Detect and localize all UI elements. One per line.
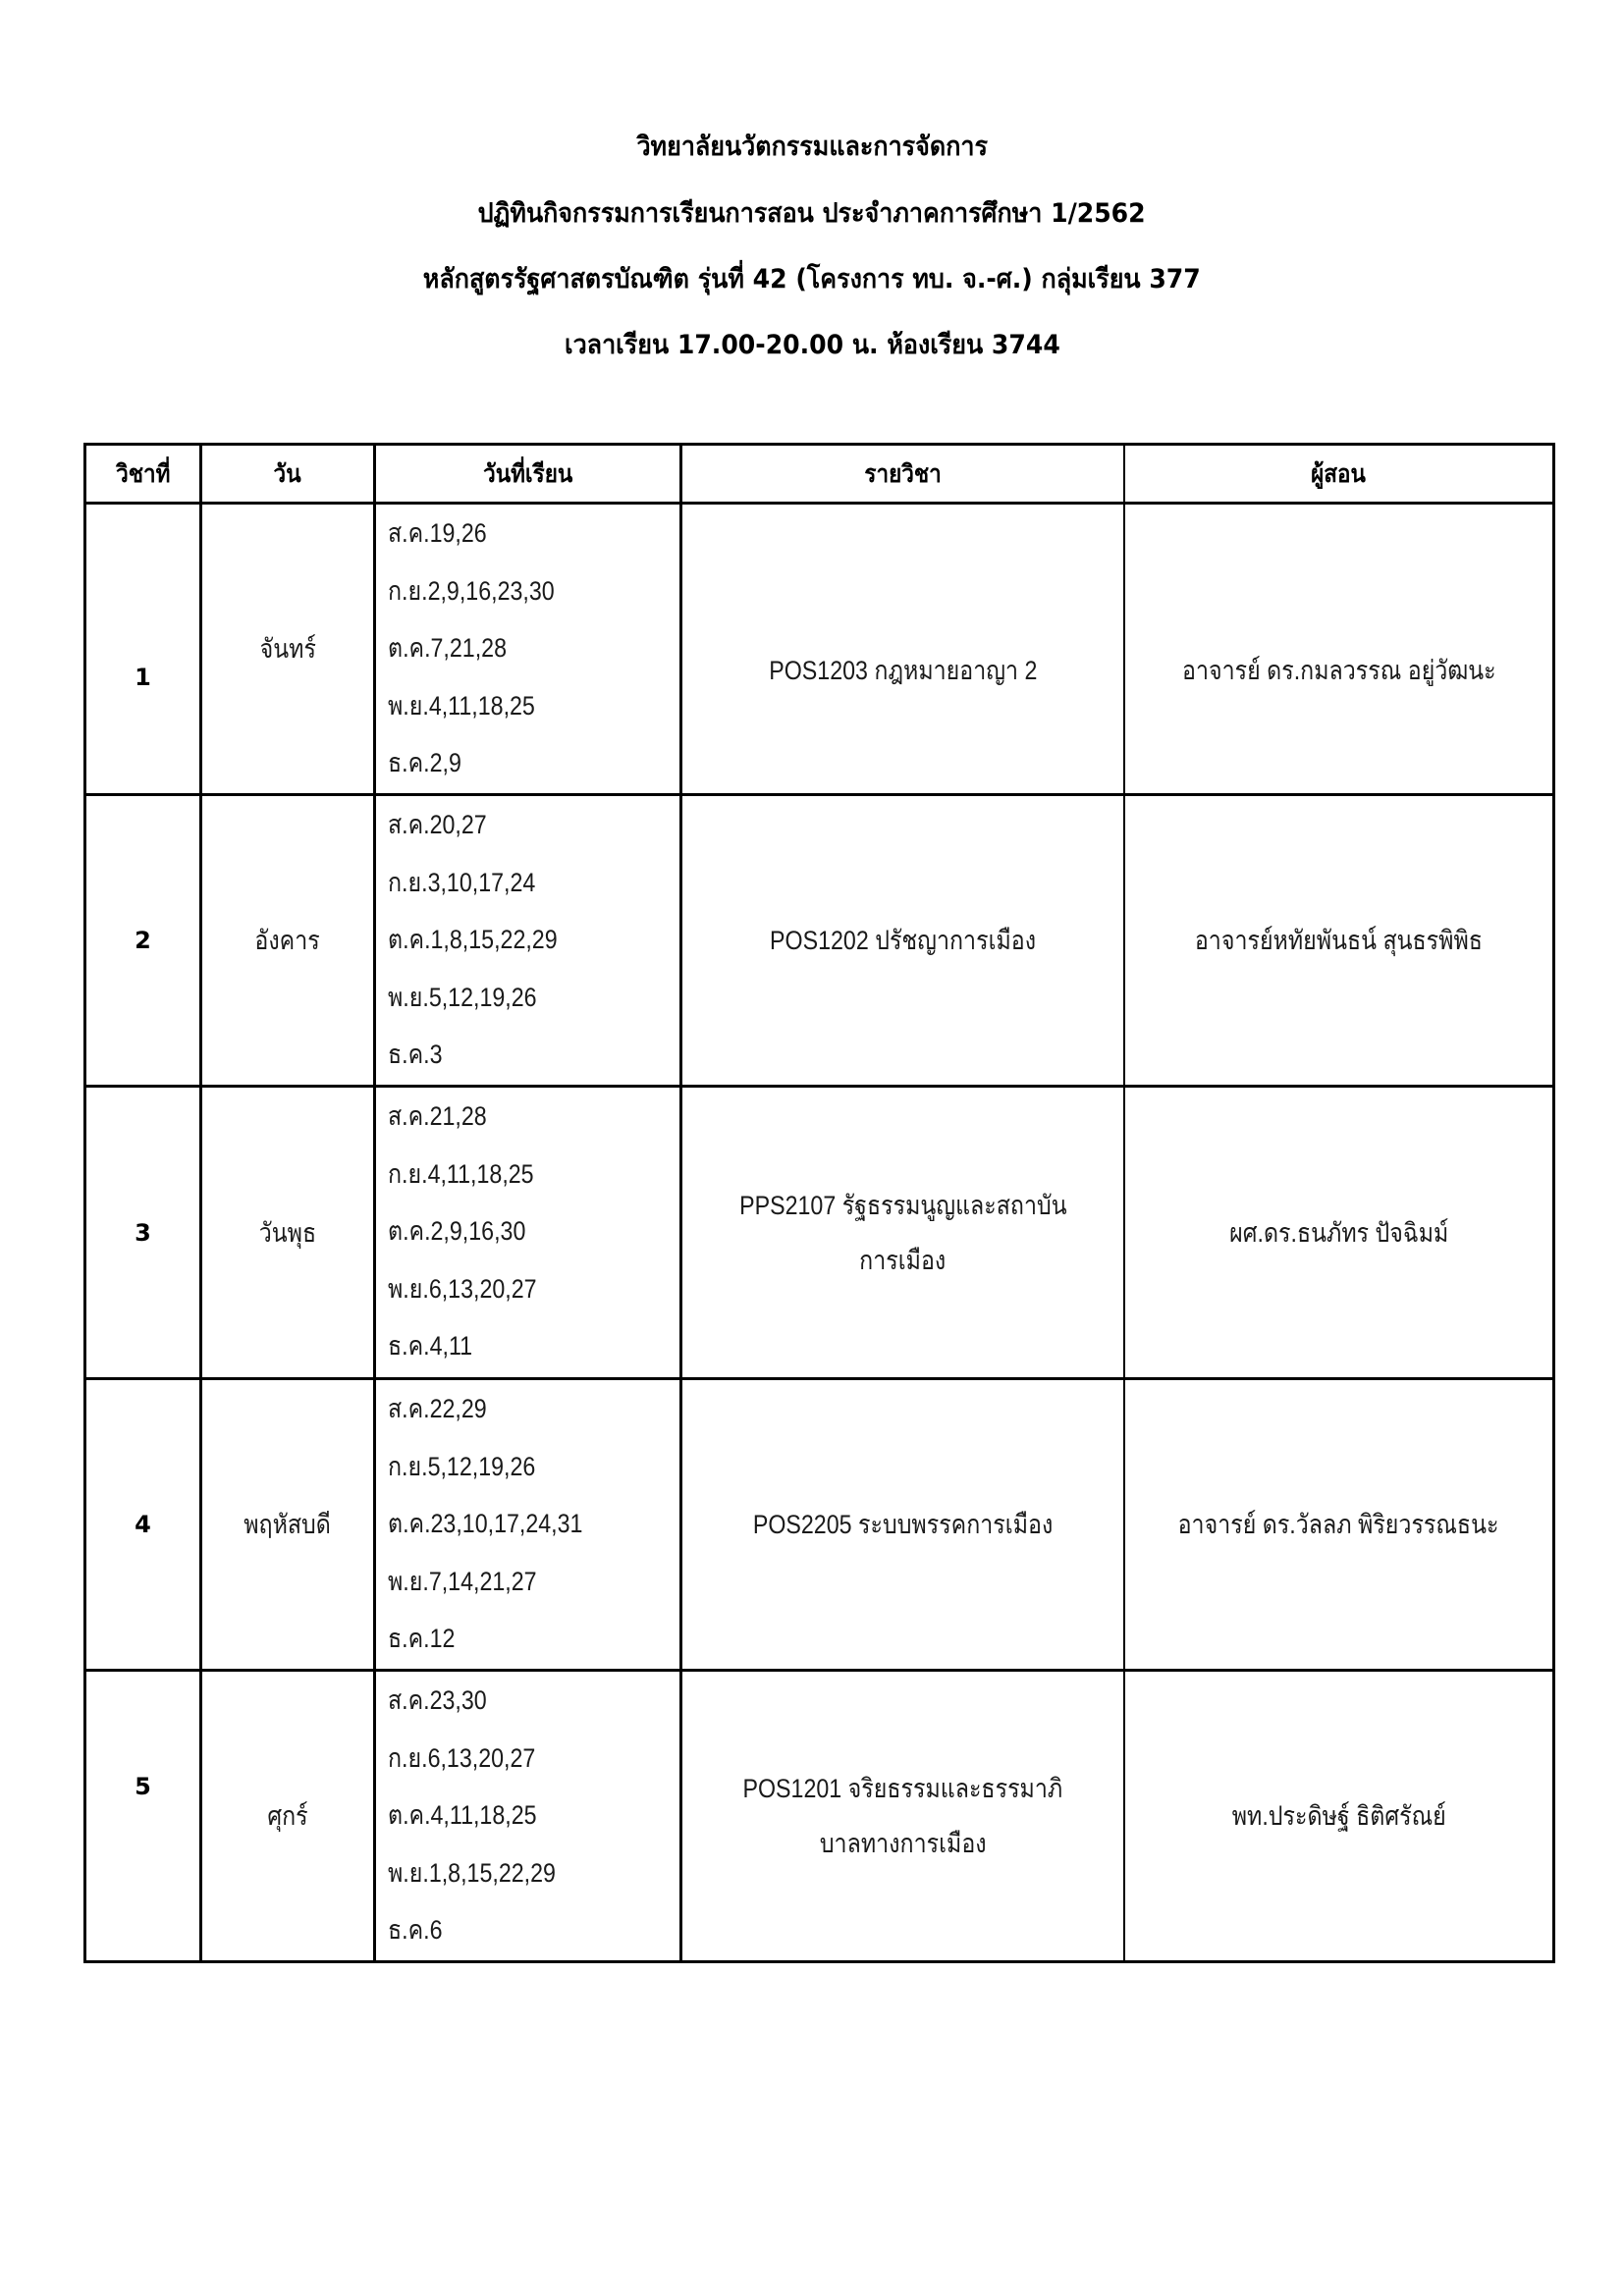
column-header-label: วันที่เรียน (482, 458, 573, 488)
date-text: ธ.ค.2,9 (388, 748, 461, 777)
subject-number (86, 796, 199, 1085)
day-name-text: ศุกร์ (267, 1801, 308, 1831)
date-text: ส.ค.20,27 (388, 810, 487, 839)
subject-number-text: 2 (135, 927, 151, 954)
date-text: ส.ค.22,29 (388, 1394, 487, 1423)
course-name-text: POS1203 กฎหมายอาญา 2 (768, 656, 1038, 685)
date-text: ส.ค.21,28 (388, 1101, 487, 1131)
subject-number (86, 1380, 199, 1669)
institution-title-text: วิทยาลัยนวัตกรรมและการจัดการ (636, 132, 988, 162)
date-line (388, 1202, 561, 1260)
date-text: ก.ย.2,9,16,23,30 (388, 575, 555, 606)
date-line (388, 1260, 561, 1318)
instructor-name (1125, 526, 1552, 815)
column-header-label: ผู้สอน (1311, 458, 1367, 488)
subject-number-text: 4 (135, 1511, 151, 1538)
day-name-text: จันทร์ (259, 634, 316, 664)
day-name (202, 796, 373, 1085)
date-text: ส.ค.23,30 (388, 1685, 487, 1715)
date-text: ต.ค.7,21,28 (388, 633, 507, 663)
date-text: พ.ย.4,11,18,25 (388, 690, 535, 721)
instructor-name (1125, 1088, 1552, 1377)
date-line (388, 1380, 615, 1438)
date-line (388, 1553, 615, 1611)
date-line (388, 1495, 615, 1553)
table-border-bottom (83, 1960, 1555, 1963)
date-line (388, 619, 581, 677)
date-text: ธ.ค.12 (388, 1624, 456, 1653)
instructor-name-text: อาจารย์หทัยพันธน์ สุนธรพิพิธ (1194, 926, 1484, 955)
date-line (388, 1610, 615, 1668)
day-name (202, 505, 373, 793)
table-border-right (1552, 443, 1555, 1963)
date-text: พ.ย.1,8,15,22,29 (388, 1857, 556, 1888)
instructor-name-text: อาจารย์ ดร.วัลลภ พิริยวรรณธนะ (1178, 1510, 1499, 1539)
day-name-text: อังคาร (254, 926, 321, 955)
date-line (388, 1438, 615, 1496)
column-header-dates (376, 446, 679, 502)
day-name (202, 1380, 373, 1669)
subject-number-text: 1 (135, 664, 151, 691)
column-divider (373, 443, 376, 1963)
course-name-line: การเมือง (859, 1245, 947, 1275)
column-header-subject-no (86, 446, 199, 502)
date-text: ก.ย.3,10,17,24 (388, 867, 536, 897)
date-text: ก.ย.4,11,18,25 (388, 1158, 534, 1189)
instructor-name-text: พท.ประดิษฐ์ ธิติศรัณย์ (1231, 1801, 1446, 1831)
course-name-line: PPS2107 รัฐธรรมนูญและสถาบัน (738, 1190, 1067, 1220)
column-header-course (682, 446, 1123, 502)
subject-number (86, 534, 199, 821)
date-text: ก.ย.5,12,19,26 (388, 1451, 536, 1481)
institution-title (0, 128, 1624, 167)
date-text: ธ.ค.4,11 (388, 1331, 473, 1361)
subject-number (86, 1672, 199, 1901)
instructor-name (1125, 796, 1552, 1085)
date-line (388, 1088, 561, 1146)
date-text: ส.ค.19,26 (388, 518, 487, 548)
calendar-title (0, 194, 1624, 234)
date-line (388, 1672, 583, 1730)
date-line (388, 796, 585, 854)
column-header-day (202, 446, 373, 502)
instructor-name (1125, 1380, 1552, 1669)
study-dates (388, 505, 581, 792)
time-room-title-text: เวลาเรียน 17.00-20.00 น. ห้องเรียน 3744 (564, 330, 1060, 360)
course-name (682, 1380, 1123, 1669)
study-dates (388, 1088, 561, 1375)
date-text: ต.ค.4,11,18,25 (388, 1800, 537, 1830)
date-text: ก.ย.6,13,20,27 (388, 1742, 536, 1773)
date-text: ธ.ค.3 (388, 1040, 443, 1069)
day-name (202, 1088, 373, 1377)
study-dates (388, 1672, 583, 1959)
date-line (388, 1901, 583, 1959)
course-name (682, 526, 1123, 815)
date-line (388, 969, 585, 1027)
time-room-title (0, 326, 1624, 365)
course-name-text: POS2205 ระบบพรรคการเมือง (752, 1510, 1054, 1539)
date-line (388, 1730, 583, 1788)
column-header-label: วิชาที่ (115, 458, 171, 488)
date-line (388, 1844, 583, 1902)
date-line (388, 854, 585, 912)
calendar-title-text: ปฏิทินกิจกรรมการเรียนการสอน ประจำภาคการศึกษา 1/2562 (477, 198, 1147, 229)
program-title-text: หลักสูตรรัฐศาสตรบัณฑิต รุ่นที่ 42 (โครงการ ทบ. จ.-ศ.) กลุ่มเรียน 377 (423, 264, 1201, 294)
subject-number-text: 5 (135, 1773, 151, 1800)
instructor-name (1125, 1672, 1552, 1960)
course-name-text: POS1202 ปรัชญาการเมือง (769, 926, 1037, 955)
subject-number-text: 3 (135, 1218, 151, 1247)
day-name (202, 1672, 373, 1960)
date-text: พ.ย.7,14,21,27 (388, 1566, 537, 1596)
column-header-label: รายวิชา (864, 458, 942, 488)
column-header-label: วัน (273, 458, 302, 488)
date-line (388, 1146, 561, 1203)
date-text: ต.ค.23,10,17,24,31 (388, 1509, 583, 1538)
date-text: ต.ค.1,8,15,22,29 (388, 925, 558, 954)
program-title (0, 260, 1624, 299)
day-name-text: วันพุธ (258, 1217, 317, 1248)
date-line (388, 1787, 583, 1844)
date-line (388, 562, 581, 620)
date-line (388, 911, 585, 969)
course-name-line: POS1201 จริยธรรมและธรรมาภิ (742, 1774, 1063, 1803)
course-name-line: บาลทางการเมือง (819, 1829, 987, 1858)
subject-number (86, 1088, 199, 1377)
date-line (388, 677, 581, 735)
column-header-instructor (1125, 446, 1552, 502)
course-name (682, 1088, 1123, 1377)
date-line (388, 734, 581, 792)
date-line (388, 505, 581, 562)
day-name-text: พฤหัสบดี (244, 1510, 332, 1539)
study-dates (388, 796, 585, 1084)
course-name (682, 796, 1123, 1085)
date-text: ธ.ค.6 (388, 1915, 443, 1945)
course-name (682, 1672, 1123, 1960)
date-line (388, 1026, 585, 1084)
date-line (388, 1317, 561, 1375)
date-text: พ.ย.6,13,20,27 (388, 1273, 537, 1304)
instructor-name-text: อาจารย์ ดร.กมลวรรณ อยู่วัฒนะ (1181, 656, 1496, 685)
study-dates (388, 1380, 615, 1668)
date-text: ต.ค.2,9,16,30 (388, 1216, 526, 1246)
instructor-name-text: ผศ.ดร.ธนภัทร ปัจฉิมม์ (1228, 1217, 1449, 1248)
date-text: พ.ย.5,12,19,26 (388, 982, 537, 1012)
